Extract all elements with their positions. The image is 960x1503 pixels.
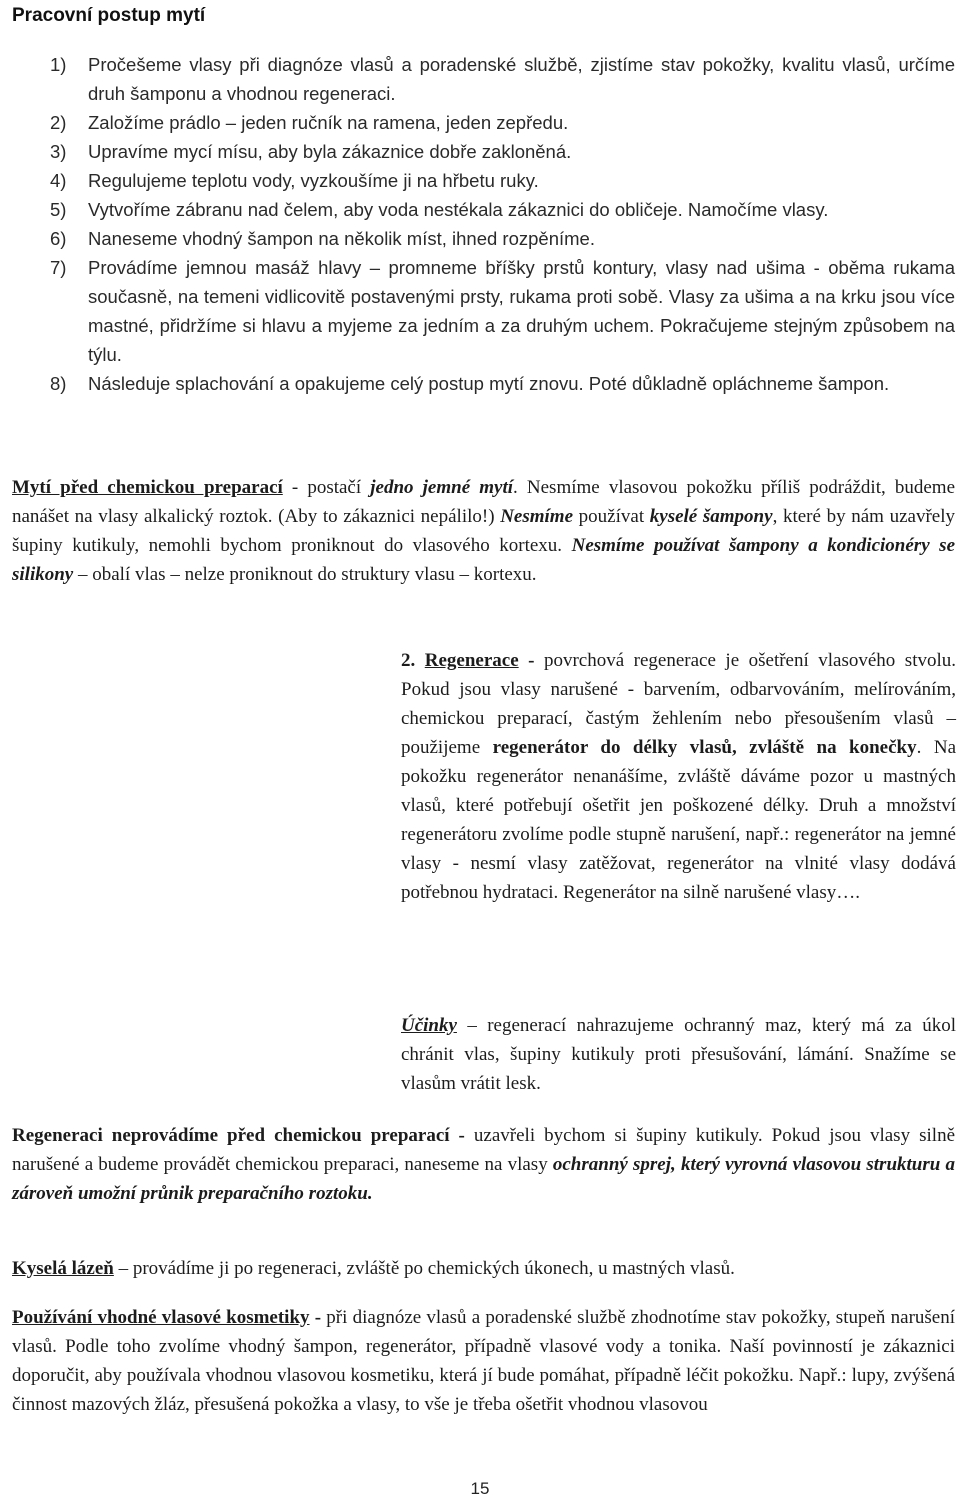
step-number: 3) (50, 141, 67, 162)
section-heading: Účinky (401, 1015, 457, 1036)
emphasis-text: Nesmíme používat šampony a kondicionéry se silikony (12, 535, 955, 585)
page-number: 15 (470, 1479, 490, 1498)
list-item (50, 224, 955, 253)
list-item (50, 369, 955, 398)
cosmetics-paragraph (12, 1303, 955, 1419)
list-item (50, 108, 955, 137)
regeneration-paragraph (401, 646, 956, 907)
emphasis-text: Nesmíme (500, 506, 574, 527)
list-item (50, 166, 955, 195)
text-span: - postačí (282, 477, 371, 498)
step-text: Následuje splachování a opakujeme celý postup mytí znovu. Poté důkladně opláchneme šampon. (88, 373, 890, 394)
step-number: 6) (50, 228, 67, 249)
emphasis-text: jedno jemné mytí (370, 477, 514, 498)
step-text: Pročešeme vlasy při diagnóze vlasů a poradenské službě, zjistíme stav pokožky, kvalitu vlasů, určíme druh šamponu a vhodnou regeneraci. (88, 54, 955, 104)
chemical-preparation-paragraph (12, 473, 955, 589)
step-text: Založíme prádlo – jeden ručník na ramena, jeden zepředu. (88, 112, 569, 133)
section-heading: Kyselá lázeň (12, 1258, 114, 1279)
step-text: Naneseme vhodný šampon na několik míst, ihned rozpěníme. (88, 228, 595, 249)
step-number: 4) (50, 170, 67, 191)
text-span: . Nesmíme vlasovou pokožku příliš podráždit, budeme nanášet na vlasy alkalický roztok. (Aby to zákaznici nepálilo!) (12, 477, 955, 527)
emphasis-text: Regeneraci neprovádíme před chemickou preparací - (12, 1125, 465, 1146)
emphasis-text: regenerátor do délky vlasů, zvláště na konečky (492, 737, 917, 758)
acid-rinse-paragraph (12, 1254, 955, 1283)
step-number: 1) (50, 54, 67, 75)
list-item (50, 137, 955, 166)
list-item (50, 195, 955, 224)
step-number: 7) (50, 257, 67, 278)
text-span: . Na pokožku regenerátor nenanášíme, zvláště dáváme pozor u mastných vlasů, které potřebují ošetřit jen poškozené délky. Druh a množství regenerátoru zvolíme podle stupně narušení, např.: regenerátor na jemné vlasy - nesmí vlasy zatěžovat, regenerátor na vlnité vlasy dodává potřebnou hydrataci. Regenerátor na silně narušené vlasy…. (401, 737, 956, 903)
step-text: Vytvoříme zábranu nad čelem, aby voda nestékala zákaznici do obličeje. Namočíme vlasy. (88, 199, 829, 220)
text-span: – obalí vlas – nelze proniknout do struktury vlasu – kortexu. (73, 564, 537, 585)
page-title: Pracovní postup mytí (12, 5, 206, 26)
text-span: používat (573, 506, 650, 527)
effects-paragraph (401, 1011, 956, 1098)
section-heading: Používání vhodné vlasové kosmetiky (12, 1307, 310, 1328)
washing-steps-list (50, 50, 955, 398)
list-item (50, 50, 955, 108)
section-heading: Mytí před chemickou preparací (12, 477, 283, 498)
step-text: Upravíme mycí mísu, aby byla zákaznice dobře zakloněná. (88, 141, 572, 162)
list-item (50, 253, 955, 369)
text-span: – regenerací nahrazujeme ochranný maz, který má za úkol chránit vlas, šupiny kutikuly proti přesušování, lámání. Snažíme se vlasům vrátit lesk. (401, 1015, 956, 1094)
text-span: uzavřeli bychom si šupiny kutikuly. Pokud jsou vlasy silně narušené a budeme provádět chemickou preparaci, naneseme na vlasy (12, 1125, 955, 1175)
text-span: – provádíme ji po regeneraci, zvláště po chemických úkonech, u mastných vlasů. (113, 1258, 735, 1279)
section-number: 2. (401, 650, 425, 671)
text-span: povrchová regenerace je ošetření vlasového stvolu. Pokud jsou vlasy narušené - barvením, odbarvováním, melírováním, chemickou preparací, častým žehlením nebo přesoušením vlasů – použijeme (401, 650, 957, 758)
text-span: , které by nám uzavřely šupiny kutikuly, nemohli bychom proniknout do vlasového kortexu. (12, 506, 955, 556)
text-span: při diagnóze vlasů a poradenské službě zhodnotíme stav pokožky, stupeň narušení vlasů. Podle toho zvolíme vhodný šampon, regenerátor, případně vlasové vody a tonika. Naší povinností je zákaznici doporučit, aby používala vhodnou vlasovou kosmetiku, která jí bude pomáhat, případně léčit pokožku. Např.: lupy, zvýšená činnost mazových žláz, přesušená pokožka a vlasy, to vše je třeba ošetřit vhodnou vlasovou (12, 1307, 955, 1415)
step-number: 8) (50, 373, 67, 394)
step-number: 5) (50, 199, 67, 220)
emphasis-text: ochranný sprej, který vyrovná vlasovou strukturu a zároveň umožní průnik preparačního roztoku. (12, 1154, 955, 1204)
emphasis-text: kyselé šampony (649, 506, 773, 527)
step-text: Provádíme jemnou masáž hlavy – promneme bříšky prstů kontury, vlasy nad ušima - oběma rukama současně, na temeni vidlicovitě postavenými prsty, rukama proti sobě. Vlasy za ušima a na krku jsou více mastné, přidržíme si hlavu a myjeme za jedním a za druhým uchem. Pokračujeme stejným způsobem na týlu. (88, 257, 955, 365)
section-heading: Regenerace (424, 650, 519, 671)
text-span: - (518, 650, 544, 671)
no-regeneration-paragraph (12, 1121, 955, 1208)
step-text: Regulujeme teplotu vody, vyzkoušíme ji na hřbetu ruky. (88, 170, 539, 191)
step-number: 2) (50, 112, 67, 133)
text-span: - (309, 1307, 327, 1328)
